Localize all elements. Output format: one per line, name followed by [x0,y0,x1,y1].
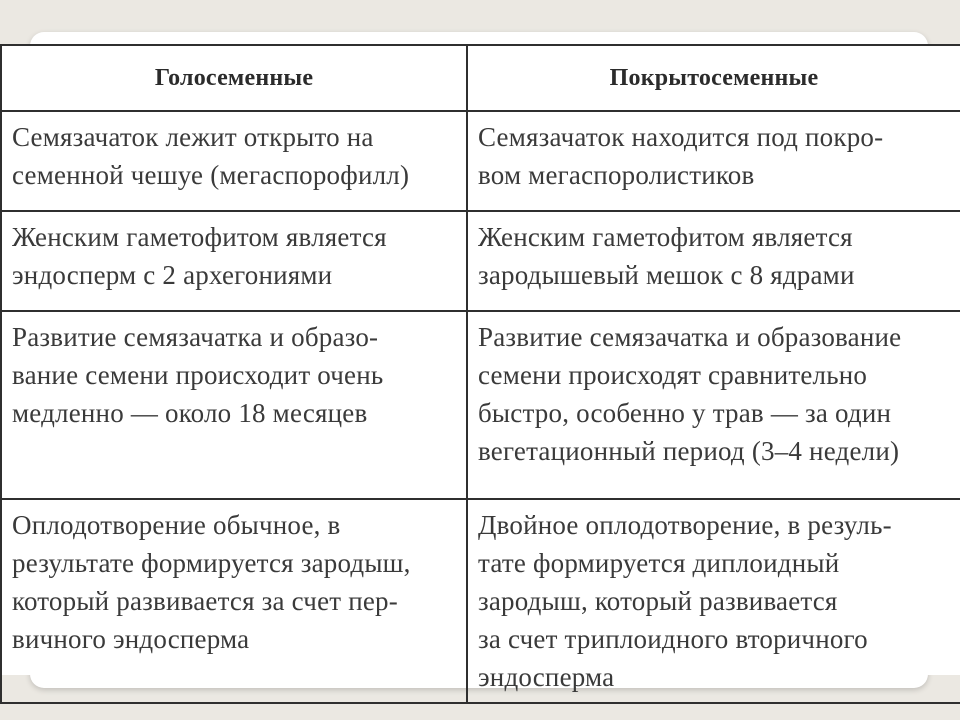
cell-gymno-gametophyte: Женским гаметофитом является эндосперм с 2 архегониями [1,211,467,311]
comparison-table [0,44,960,704]
header-angiosperms: Покрытосеменные [467,45,960,111]
header-row [1,45,960,111]
cell-gymno-development: Развитие семязачатка и образо- вание семени происходит очень медленно — около 18 месяцев [1,311,467,499]
cell-angio-fertilization: Двойное оплодотворение, в резуль- тате формируется диплоидный зародыш, который развивается за счет триплоидного вторичного эндосперма [467,499,960,703]
cell-angio-gametophyte: Женским гаметофитом является зародышевый мешок с 8 ядрами [467,211,960,311]
table-row [1,499,960,703]
table-row [1,111,960,211]
cell-angio-development: Развитие семязачатка и образование семени происходят сравнительно быстро, особенно у трав — за один вегетационный период (3–4 недели) [467,311,960,499]
table-row [1,311,960,499]
header-gymnosperms: Голосеменные [1,45,467,111]
comparison-table-container [0,44,960,692]
cell-angio-ovule: Семязачаток находится под покро- вом мегаспоролистиков [467,111,960,211]
table-row [1,211,960,311]
cell-gymno-ovule: Семязачаток лежит открыто на семенной чешуе (мегаспорофилл) [1,111,467,211]
cell-gymno-fertilization: Оплодотворение обычное, в результате формируется зародыш, который развивается за счет пер- вичного эндосперма [1,499,467,703]
